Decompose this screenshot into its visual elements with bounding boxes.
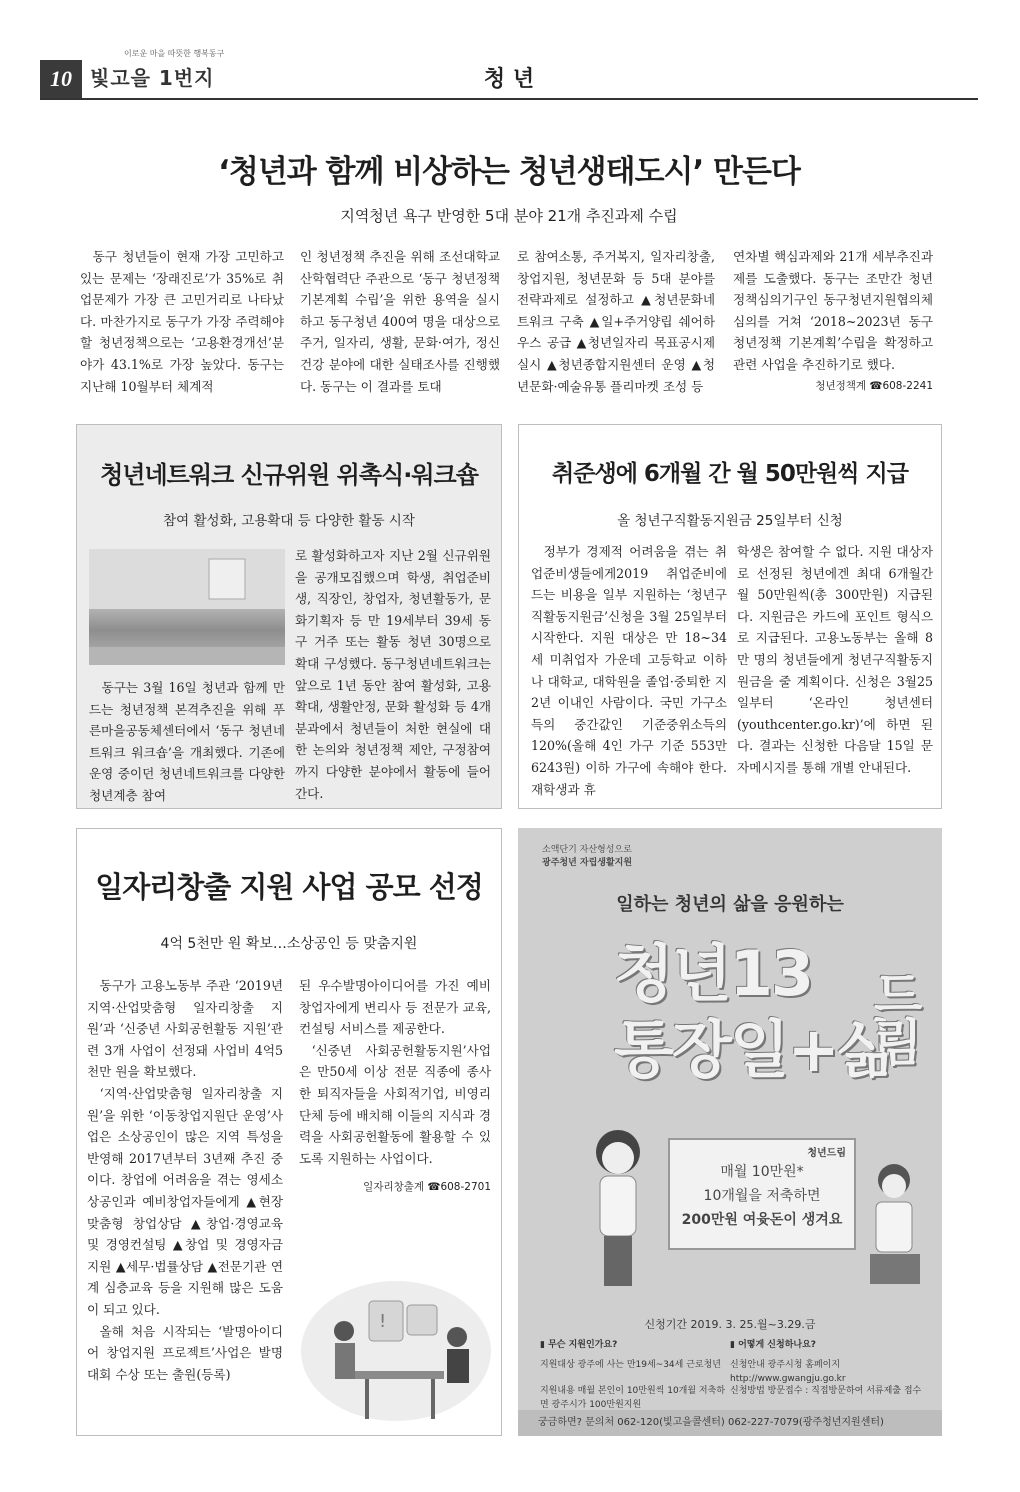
article4-col2	[299, 975, 491, 1197]
poster-board	[668, 1138, 856, 1250]
article1-col3: 로 참여소통, 주거복지, 일자리창출, 창업지원, 청년문화 등 5대 분야를 전략과제로 설정하고 ▲청년문화네트워크 구축 ▲일+주거양립 쉐어하우스 공급 ▲청년일자리 목표공시제 실시 ▲청년종합지원센터 운영 ▲청년문화·예술유통 플리마켓 조성 등	[517, 249, 715, 394]
consultation-illustration-icon	[299, 1261, 493, 1431]
woman-figure-icon	[578, 1124, 658, 1294]
board-line1: 매월 10만원*	[720, 1164, 804, 1180]
article4-col2-p1: 된 우수발명아이디어를 가진 예비창업자에게 변리사 등 전문가 교육, 컨설팅 서비스를 제공한다.	[299, 978, 491, 1037]
board-title: 청년드림	[807, 1148, 846, 1159]
section-title: 청 년	[483, 67, 535, 92]
article4-col1-p1: 동구가 고용노동부 주관 ‘2019년 지역·산업맞춤형 일자리창출 지원’과 ‘신중년 사회공헌활동 지원’관련 3개 사업이 선정돼 사업비 4억5천만 원을 확보했다.	[87, 978, 283, 1080]
poster-big-line1: 청년13	[614, 937, 813, 1010]
article1-contact: 청년정책계 ☎608-2241	[815, 379, 933, 392]
board-line3: 200만원 여윳돈이 생겨요	[681, 1212, 843, 1228]
poster-tag-line2: 광주청년 자립생활지원	[542, 858, 633, 868]
man-figure-icon	[850, 1158, 936, 1308]
poster-slogan: 일하는 청년의 삶을 응원하는	[616, 894, 844, 915]
paper-name: 빛고을 1번지	[90, 66, 215, 90]
page-number: 10	[40, 60, 82, 98]
poster-tag-line1: 소액단기 자산형성으로	[542, 845, 632, 855]
savings-poster	[518, 828, 942, 1436]
article3-box	[518, 424, 942, 809]
poster-footer: 궁금하면? 문의처 062-120(빛고을콜센터) 062-227-7079(광주청년지원센터)	[518, 1410, 942, 1436]
group-photo	[89, 549, 285, 665]
article4-contact: 일자리창출계 ☎608-2701	[363, 1181, 491, 1194]
article3-col2: 학생은 참여할 수 없다. 지원 대상자로 선정된 청년에겐 최대 6개월간 월 50만원씩(총 300만원) 지급된다. 지원금은 카드에 포인트 형식으로 지급된다. 고용노동부는 올해 8만 명의 청년들에게 청년구직활동지원금을 줄 계획이다. 신청은 3월25일부터 ‘온라인 청년센터(youthcenter.go.kr)’에 하면 된다. 결과는 신청한 다음달 15일 문자메시지를 통해 개별 안내된다.	[737, 544, 933, 775]
article3-title: 취준생에 6개월 간 월 50만원씩 지급	[552, 461, 908, 487]
svg-text:!: !	[379, 1311, 387, 1332]
poster-tag	[542, 844, 632, 870]
people-photo-icon	[89, 549, 285, 665]
article2-title: 청년네트워크 신규위원 위촉식·워크숍	[100, 461, 478, 489]
article3-subtitle: 올 청년구직활동지원금 25일부터 신청	[617, 513, 843, 529]
article4-col1-p2: ‘지역·산업맞춤형 일자리창출 지원’을 위한 ‘이동창업지원단 운영’사업은 소상공인이 많은 지역 특성을 반영해 2017년부터 3년째 추진 중이다. 창업에 어려움을 겪는 영세소상공인과 예비창업자들에게 ▲현장맞춤형 창업상담 ▲창업·경영교육 및 경영컨설팅 ▲창업 및 경영자금 지원 ▲세무·법률상담 ▲전문기관 연계 심층교육 등을 지원해 많은 도움이 되고 있다.	[87, 1085, 283, 1317]
article1-title: ‘청년과 함께 비상하는 청년생태도시’ 만든다	[218, 154, 800, 190]
poster-info-method: 신청방법 방문접수 : 직접방문하여 서류제출 접수	[730, 1386, 922, 1396]
article4-col2-p2: ‘신중년 사회공헌활동지원’사업은 만50세 이상 전문 직종에 종사한 퇴직자들을 사회적기업, 비영리단체 등에 배치해 이들의 지식과 경력을 사회공헌활동에 활용할 수 있도록 지원하는 사업이다.	[299, 1042, 491, 1166]
article4-col1	[87, 975, 283, 1385]
article3-col1: 정부가 경제적 어려움을 겪는 취업준비생들에게2019 취업준비에 드는 비용을 일부 지원하는 ‘청년구직활동지원금’신청을 3월 25일부터 시작한다. 지원 대상은 만 18~34세 미취업자 가운데 고등학교 이하나 대학교, 대학원을 졸업·중퇴한 지 2년 이내인 사람이다. 국민 가구소득의 중간값인 기준중위소득의 120%(올해 4인 가구 기준 553만6243원) 이하 가구에 속해야 한다. 재학생과 휴	[531, 544, 727, 797]
article2-col2: 로 활성화하고자 지난 2월 신규위원을 공개모집했으며 학생, 취업준비생, 직장인, 창업자, 청년활동가, 문화기획자 등 만 19세부터 39세 동구 거주 또는 활동 청년 30명으로 확대 구성했다. 동구청년네트워크는 앞으로 1년 동안 참여 활성화, 고용확대, 생활안정, 문화 활성화 등 4개 분과에서 청년들이 처한 현실에 대한 논의와 청년정책 제안, 구정참여까지 다양한 분야에서 활동에 들어간다.	[295, 548, 491, 801]
page-header	[40, 40, 978, 100]
poster-info-guide: 신청안내 광주시청 홈페이지 http://www.gwangju.go.kr	[730, 1360, 846, 1384]
article4-col1-p3: 올해 처음 시작되는 ‘발명아이디어 창업지원 프로젝트’사업은 발명대회 수상 또는 출원(등록)	[87, 1323, 283, 1382]
poster-q2: ▮ 어떻게 신청하나요?	[730, 1340, 816, 1350]
article1-col1: 동구 청년들이 현재 가장 고민하고 있는 문제는 ‘장래진로’가 35%로 취업문제가 가장 큰 고민거리로 나타났다. 마찬가지로 동구가 가장 주력해야 할 청년정책으로는 ‘고용환경개선’분야가 43.1%로 가장 높았다. 동구는 지난해 10월부터 체계적	[80, 249, 284, 394]
article1-col4: 연차별 핵심과제와 21개 세부추진과제를 도출했다. 동구는 조만간 청년정책심의기구인 동구청년지원협의체 심의를 거쳐 ‘2018~2023년 동구청년정책 기본계획’수립을 확정하고 관련 사업을 추진하기로 했다.	[733, 249, 933, 372]
poster-q1: ▮ 무슨 지원인가요?	[540, 1340, 618, 1350]
header-slogan: 이로운 마을 따뜻한 행복동구	[124, 49, 225, 58]
article4-subtitle: 4억 5천만 원 확보…소상공인 등 맞춤지원	[160, 936, 418, 952]
article2-box	[76, 424, 502, 809]
article4-box	[76, 828, 502, 1436]
article4-title: 일자리창출 지원 사업 공모 선정	[95, 870, 483, 904]
article2-col1: 동구는 3월 16일 청년과 함께 만드는 청년정책 본격추진을 위해 푸른마을공동체센터에서 ‘동구 청년네트워크 워크숍’을 개최했다. 기존에 운영 중이던 청년네트워크를 다양한 청년계층 참여	[89, 680, 285, 803]
poster-info-content: 지원내용 매월 본인이 10만원씩 10개월 저축하면 광주시가 100만원지원	[540, 1386, 726, 1410]
poster-side-text: 드림	[865, 968, 923, 1064]
article1-col4-wrap	[733, 246, 933, 396]
article1-subtitle: 지역청년 욕구 반영한 5대 분야 21개 추진과제 수립	[340, 207, 678, 225]
header-rule	[40, 98, 978, 100]
poster-info-target: 지원대상 광주에 사는 만19세~34세 근로청년	[540, 1360, 721, 1370]
poster-big-line2: 통장일+삶	[614, 1013, 896, 1086]
poster-period: 신청기간 2019. 3. 25.월~3.29.금	[644, 1318, 816, 1331]
article1-col2: 인 청년정책 추진을 위해 조선대학교 산학협력단 주관으로 ‘동구 청년정책 기본계획 수립’을 위한 용역을 실시하고 동구청년 400여 명을 대상으로 주거, 일자리, 생활, 문화·여가, 정신건강 분야에 대한 실태조사를 진행했다. 동구는 이 결과를 토대	[300, 249, 500, 394]
board-line2: 10개월을 저축하면	[703, 1188, 821, 1204]
article2-subtitle: 참여 활성화, 고용확대 등 다양한 활동 시작	[163, 513, 415, 529]
